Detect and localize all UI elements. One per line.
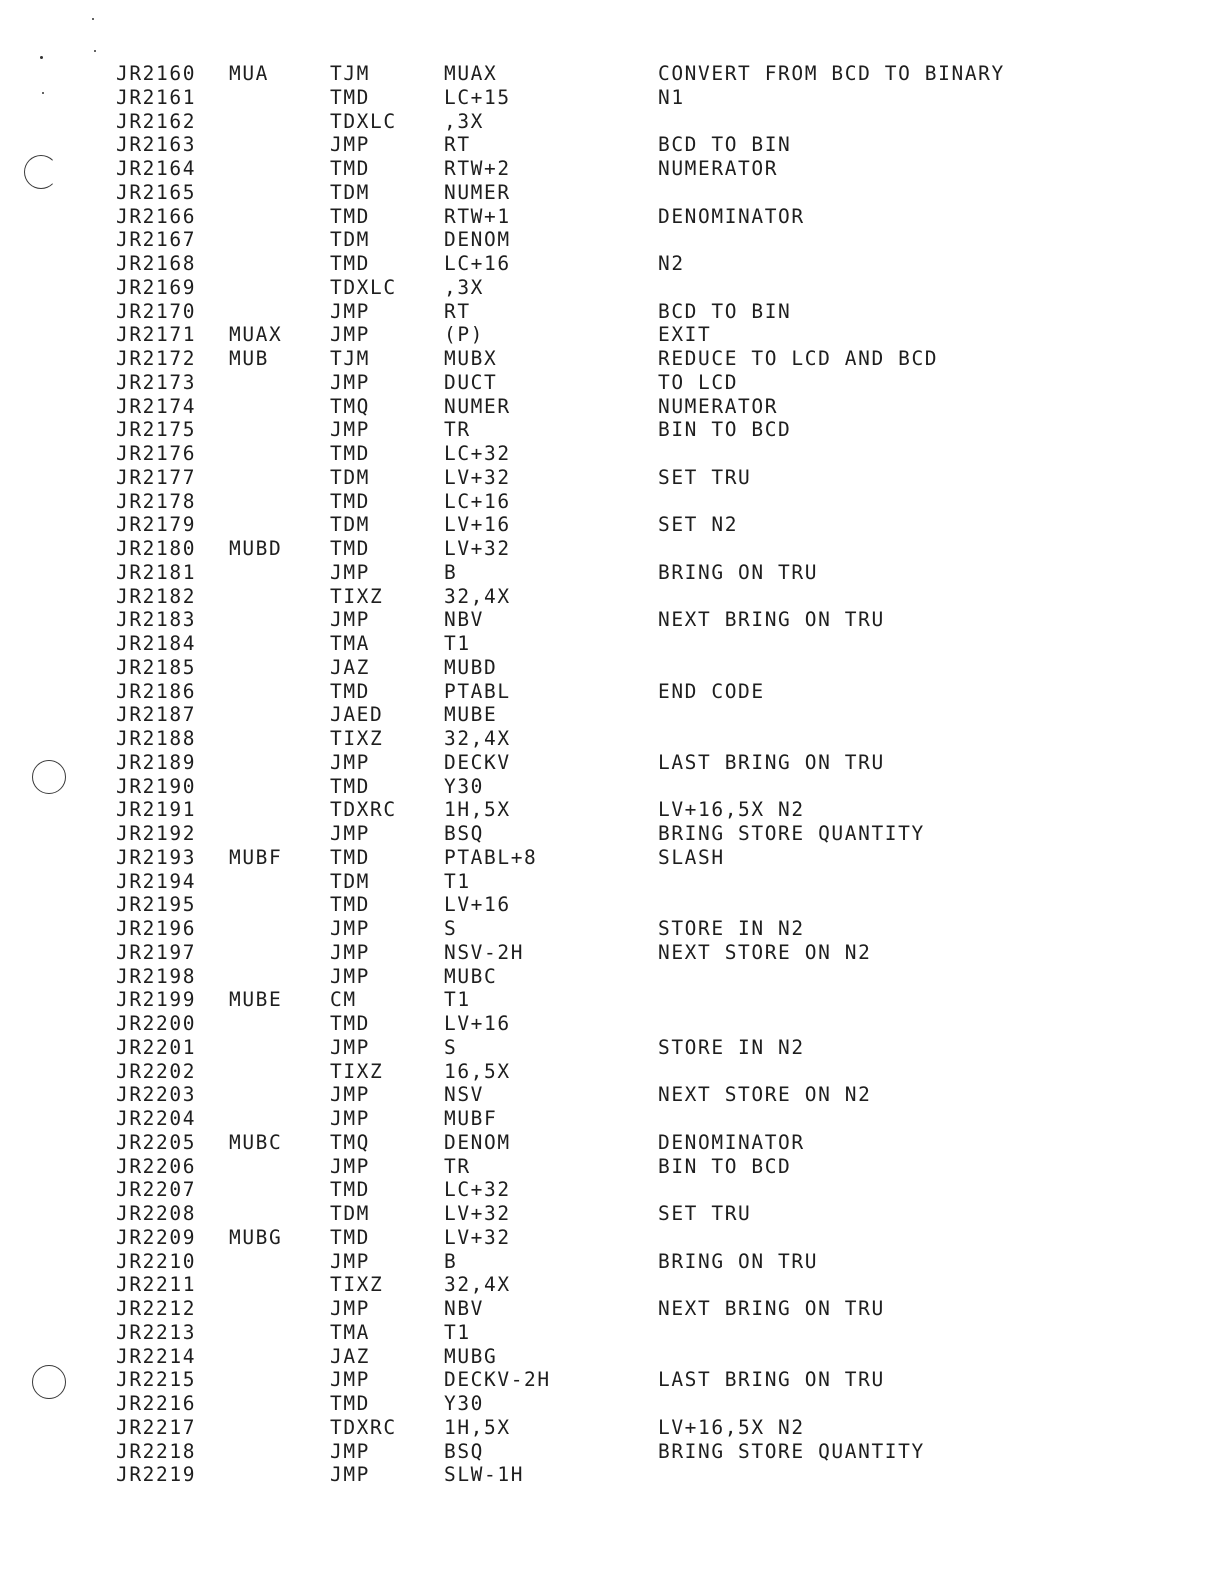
listing-line (0, 1083, 1224, 1107)
listing-line (0, 466, 1224, 490)
line-sequence-number: JR2161 (116, 85, 197, 109)
listing-line (0, 561, 1224, 585)
line-sequence-number: JR2186 (116, 679, 197, 703)
line-sequence-number: JR2178 (116, 489, 197, 513)
line-opcode: TIXZ (330, 727, 384, 750)
line-operand: LC+16 (444, 252, 511, 275)
line-opcode: TMD (330, 845, 371, 869)
line-operand: B (444, 560, 458, 584)
listing-line (0, 656, 1224, 680)
line-opcode: TMQ (330, 1130, 371, 1154)
listing-line (0, 585, 1224, 609)
line-operand: MUBC (444, 964, 498, 988)
line-opcode: CM (330, 988, 357, 1012)
line-sequence-number: JR2211 (116, 1273, 197, 1297)
line-operand: LV+16 (444, 893, 511, 917)
listing-line (0, 941, 1224, 965)
listing-line (0, 965, 1224, 989)
line-opcode: TDM (330, 465, 371, 489)
line-comment: LV+16,5X N2 (658, 1415, 805, 1439)
line-sequence-number: JR2160 (116, 62, 197, 85)
line-sequence-number: JR2184 (116, 632, 197, 655)
listing-line (0, 1036, 1224, 1060)
line-label: MUBD (229, 537, 283, 560)
line-operand: MUBX (444, 347, 498, 370)
line-comment: BRING STORE QUANTITY (658, 822, 925, 845)
line-operand: RT (444, 299, 471, 323)
line-sequence-number: JR2212 (116, 1297, 197, 1320)
line-opcode: JMP (330, 299, 371, 323)
line-opcode: JMP (330, 1297, 371, 1320)
line-opcode: JMP (330, 940, 371, 964)
line-operand: NBV (444, 608, 485, 632)
line-operand: (P) (444, 323, 485, 347)
listing-line (0, 205, 1224, 229)
line-operand: DECKV (444, 750, 511, 774)
listing-line (0, 917, 1224, 941)
line-sequence-number: JR2190 (116, 774, 197, 798)
listing-line (0, 798, 1224, 822)
listing-line (0, 300, 1224, 324)
line-opcode: TDM (330, 1202, 371, 1225)
listing-line (0, 1463, 1224, 1487)
listing-line (0, 323, 1224, 347)
line-comment: N1 (658, 85, 685, 109)
line-label: MUB (229, 347, 270, 370)
listing-line (0, 110, 1224, 134)
line-operand: TR (444, 1154, 471, 1178)
line-opcode: TDM (330, 180, 371, 204)
line-sequence-number: JR2198 (116, 964, 197, 988)
listing-line (0, 1226, 1224, 1250)
line-comment: N2 (658, 252, 685, 275)
line-opcode: JMP (330, 323, 371, 347)
line-operand: B (444, 1249, 458, 1273)
line-operand: DUCT (444, 370, 498, 394)
line-opcode: JAZ (330, 655, 371, 679)
line-sequence-number: JR2197 (116, 940, 197, 964)
line-operand: DENOM (444, 228, 511, 252)
listing-line (0, 1392, 1224, 1416)
line-sequence-number: JR2209 (116, 1225, 197, 1249)
line-sequence-number: JR2168 (116, 252, 197, 275)
listing-line (0, 775, 1224, 799)
line-operand: LV+32 (444, 537, 511, 560)
line-opcode: JMP (330, 133, 371, 157)
line-sequence-number: JR2166 (116, 204, 197, 228)
line-operand: LV+16 (444, 513, 511, 537)
listing-line (0, 822, 1224, 846)
line-comment: EXIT (658, 323, 712, 347)
line-sequence-number: JR2162 (116, 109, 197, 133)
line-comment: LV+16,5X N2 (658, 798, 805, 822)
line-opcode: TMD (330, 157, 371, 180)
line-sequence-number: JR2180 (116, 537, 197, 560)
line-operand: T1 (444, 632, 471, 655)
line-comment: SET TRU (658, 465, 752, 489)
line-operand: S (444, 1035, 458, 1059)
line-operand: MUBE (444, 703, 498, 727)
line-operand: T1 (444, 1320, 471, 1344)
listing-line (0, 1416, 1224, 1440)
line-opcode: TMA (330, 632, 371, 655)
line-operand: RT (444, 133, 471, 157)
assembly-listing (0, 62, 1224, 1487)
line-comment: REDUCE TO LCD AND BCD (658, 347, 939, 370)
line-comment: BIN TO BCD (658, 418, 792, 442)
line-opcode: JMP (330, 1083, 371, 1107)
line-sequence-number: JR2210 (116, 1249, 197, 1273)
line-operand: MUBG (444, 1344, 498, 1368)
line-comment: SET TRU (658, 1202, 752, 1225)
line-sequence-number: JR2175 (116, 418, 197, 442)
line-comment: DENOMINATOR (658, 204, 805, 228)
listing-line (0, 1060, 1224, 1084)
line-comment: BRING ON TRU (658, 1249, 819, 1273)
line-opcode: JMP (330, 1368, 371, 1392)
listing-line (0, 1273, 1224, 1297)
line-operand: 32,4X (444, 727, 511, 750)
line-sequence-number: JR2218 (116, 1439, 197, 1463)
line-operand: MUBF (444, 1107, 498, 1130)
line-opcode: TIXZ (330, 584, 384, 608)
line-operand: DECKV-2H (444, 1368, 551, 1392)
line-sequence-number: JR2181 (116, 560, 197, 584)
listing-line (0, 371, 1224, 395)
line-sequence-number: JR2207 (116, 1178, 197, 1202)
line-opcode: TMD (330, 204, 371, 228)
listing-line (0, 86, 1224, 110)
line-comment: LAST BRING ON TRU (658, 1368, 885, 1392)
line-sequence-number: JR2208 (116, 1202, 197, 1225)
line-operand: 1H,5X (444, 798, 511, 822)
line-operand: SLW-1H (444, 1463, 525, 1487)
listing-line (0, 1250, 1224, 1274)
line-opcode: JMP (330, 1249, 371, 1273)
line-operand: DENOM (444, 1130, 511, 1154)
listing-line (0, 276, 1224, 300)
line-sequence-number: JR2215 (116, 1368, 197, 1392)
line-operand: T1 (444, 988, 471, 1012)
line-sequence-number: JR2206 (116, 1154, 197, 1178)
line-operand: 16,5X (444, 1059, 511, 1083)
line-opcode: TMD (330, 85, 371, 109)
line-opcode: JMP (330, 1154, 371, 1178)
line-comment: BRING STORE QUANTITY (658, 1439, 925, 1463)
line-sequence-number: JR2169 (116, 275, 197, 299)
line-sequence-number: JR2204 (116, 1107, 197, 1130)
line-label: MUBF (229, 845, 283, 869)
listing-line (0, 442, 1224, 466)
listing-line (0, 893, 1224, 917)
line-opcode: TMD (330, 774, 371, 798)
line-operand: LC+32 (444, 442, 511, 465)
line-sequence-number: JR2165 (116, 180, 197, 204)
line-opcode: TJM (330, 347, 371, 370)
listing-line (0, 1178, 1224, 1202)
line-comment: CONVERT FROM BCD TO BINARY (658, 62, 1005, 85)
listing-line (0, 490, 1224, 514)
listing-line (0, 727, 1224, 751)
listing-line (0, 418, 1224, 442)
listing-line (0, 1345, 1224, 1369)
listing-line (0, 347, 1224, 371)
line-opcode: JMP (330, 964, 371, 988)
line-sequence-number: JR2188 (116, 727, 197, 750)
line-opcode: TDXLC (330, 109, 397, 133)
line-sequence-number: JR2167 (116, 228, 197, 252)
line-operand: ,3X (444, 109, 485, 133)
line-sequence-number: JR2194 (116, 869, 197, 893)
line-opcode: JMP (330, 822, 371, 845)
listing-line (0, 608, 1224, 632)
line-label: MUA (229, 62, 270, 85)
line-opcode: JMP (330, 917, 371, 940)
line-opcode: TDXLC (330, 275, 397, 299)
line-opcode: JAZ (330, 1344, 371, 1368)
line-opcode: TMD (330, 1225, 371, 1249)
line-opcode: JMP (330, 608, 371, 632)
line-opcode: TMD (330, 893, 371, 917)
line-sequence-number: JR2174 (116, 394, 197, 418)
line-operand: LC+16 (444, 489, 511, 513)
line-opcode: TMD (330, 1178, 371, 1202)
listing-line (0, 395, 1224, 419)
line-sequence-number: JR2185 (116, 655, 197, 679)
line-sequence-number: JR2196 (116, 917, 197, 940)
scan-speck (40, 56, 43, 59)
line-sequence-number: JR2216 (116, 1392, 197, 1415)
line-sequence-number: JR2217 (116, 1415, 197, 1439)
line-opcode: TDM (330, 228, 371, 252)
line-label: MUBC (229, 1130, 283, 1154)
line-operand: LC+15 (444, 85, 511, 109)
line-opcode: TMQ (330, 394, 371, 418)
line-sequence-number: JR2192 (116, 822, 197, 845)
line-opcode: TDM (330, 513, 371, 537)
line-comment: BIN TO BCD (658, 1154, 792, 1178)
listing-line (0, 1107, 1224, 1131)
line-sequence-number: JR2200 (116, 1012, 197, 1035)
line-comment: BCD TO BIN (658, 299, 792, 323)
line-opcode: JMP (330, 560, 371, 584)
line-comment: BCD TO BIN (658, 133, 792, 157)
line-opcode: JMP (330, 1439, 371, 1463)
listing-line (0, 1012, 1224, 1036)
line-operand: TR (444, 418, 471, 442)
line-operand: BSQ (444, 822, 485, 845)
line-operand: NSV (444, 1083, 485, 1107)
line-operand: Y30 (444, 774, 485, 798)
line-operand: BSQ (444, 1439, 485, 1463)
line-operand: RTW+1 (444, 204, 511, 228)
listing-line (0, 1202, 1224, 1226)
line-sequence-number: JR2201 (116, 1035, 197, 1059)
line-opcode: JMP (330, 750, 371, 774)
line-operand: 32,4X (444, 1273, 511, 1297)
line-opcode: TIXZ (330, 1059, 384, 1083)
line-opcode: TMD (330, 1012, 371, 1035)
line-opcode: TMD (330, 489, 371, 513)
line-operand: Y30 (444, 1392, 485, 1415)
listing-line (0, 703, 1224, 727)
scan-speck (94, 50, 96, 52)
line-opcode: JAED (330, 703, 384, 727)
line-operand: NSV-2H (444, 940, 525, 964)
line-sequence-number: JR2195 (116, 893, 197, 917)
line-comment: NUMERATOR (658, 394, 779, 418)
line-sequence-number: JR2202 (116, 1059, 197, 1083)
line-operand: 32,4X (444, 584, 511, 608)
line-comment: STORE IN N2 (658, 917, 805, 940)
line-label: MUBG (229, 1225, 283, 1249)
line-operand: 1H,5X (444, 1415, 511, 1439)
listing-line (0, 680, 1224, 704)
line-sequence-number: JR2193 (116, 845, 197, 869)
line-operand: S (444, 917, 458, 940)
line-operand: MUAX (444, 62, 498, 85)
line-sequence-number: JR2214 (116, 1344, 197, 1368)
listing-line (0, 62, 1224, 86)
line-comment: NEXT STORE ON N2 (658, 940, 872, 964)
line-sequence-number: JR2189 (116, 750, 197, 774)
line-opcode: TMD (330, 537, 371, 560)
line-opcode: TJM (330, 62, 371, 85)
listing-line (0, 751, 1224, 775)
line-comment: SLASH (658, 845, 725, 869)
line-opcode: JMP (330, 1107, 371, 1130)
line-sequence-number: JR2191 (116, 798, 197, 822)
line-operand: LV+32 (444, 1225, 511, 1249)
listing-line (0, 181, 1224, 205)
listing-line (0, 228, 1224, 252)
line-operand: LV+32 (444, 465, 511, 489)
listing-line (0, 1297, 1224, 1321)
line-opcode: TMD (330, 442, 371, 465)
listing-line (0, 1131, 1224, 1155)
listing-line (0, 133, 1224, 157)
line-sequence-number: JR2203 (116, 1083, 197, 1107)
line-opcode: TMD (330, 1392, 371, 1415)
line-sequence-number: JR2171 (116, 323, 197, 347)
line-sequence-number: JR2219 (116, 1463, 197, 1487)
line-sequence-number: JR2213 (116, 1320, 197, 1344)
line-sequence-number: JR2176 (116, 442, 197, 465)
line-operand: LV+32 (444, 1202, 511, 1225)
listing-line (0, 1155, 1224, 1179)
listing-line (0, 537, 1224, 561)
line-operand: PTABL (444, 679, 511, 703)
listing-line (0, 1368, 1224, 1392)
line-operand: LC+32 (444, 1178, 511, 1202)
line-opcode: TMA (330, 1320, 371, 1344)
line-comment: SET N2 (658, 513, 739, 537)
line-opcode: TIXZ (330, 1273, 384, 1297)
line-label: MUBE (229, 988, 283, 1012)
line-sequence-number: JR2182 (116, 584, 197, 608)
line-opcode: JMP (330, 370, 371, 394)
line-operand: ,3X (444, 275, 485, 299)
listing-line (0, 252, 1224, 276)
line-comment: STORE IN N2 (658, 1035, 805, 1059)
line-sequence-number: JR2187 (116, 703, 197, 727)
line-comment: TO LCD (658, 370, 739, 394)
scan-speck (92, 18, 94, 20)
listing-line (0, 632, 1224, 656)
line-opcode: TMD (330, 679, 371, 703)
line-sequence-number: JR2205 (116, 1130, 197, 1154)
line-comment: NEXT STORE ON N2 (658, 1083, 872, 1107)
line-sequence-number: JR2179 (116, 513, 197, 537)
line-operand: RTW+2 (444, 157, 511, 180)
line-comment: BRING ON TRU (658, 560, 819, 584)
line-opcode: TMD (330, 252, 371, 275)
listing-line (0, 870, 1224, 894)
listing-line (0, 846, 1224, 870)
line-opcode: JMP (330, 1463, 371, 1487)
line-comment: DENOMINATOR (658, 1130, 805, 1154)
line-sequence-number: JR2177 (116, 465, 197, 489)
line-sequence-number: JR2173 (116, 370, 197, 394)
listing-line (0, 988, 1224, 1012)
line-comment: NUMERATOR (658, 157, 779, 180)
line-operand: NBV (444, 1297, 485, 1320)
line-operand: PTABL+8 (444, 845, 538, 869)
line-opcode: TDXRC (330, 1415, 397, 1439)
line-operand: NUMER (444, 394, 511, 418)
line-operand: MUBD (444, 655, 498, 679)
line-comment: NEXT BRING ON TRU (658, 608, 885, 632)
line-operand: LV+16 (444, 1012, 511, 1035)
line-opcode: JMP (330, 1035, 371, 1059)
line-opcode: TDM (330, 869, 371, 893)
line-sequence-number: JR2183 (116, 608, 197, 632)
line-comment: NEXT BRING ON TRU (658, 1297, 885, 1320)
line-opcode: TDXRC (330, 798, 397, 822)
line-opcode: JMP (330, 418, 371, 442)
listing-line (0, 1321, 1224, 1345)
line-sequence-number: JR2172 (116, 347, 197, 370)
listing-line (0, 1440, 1224, 1464)
line-label: MUAX (229, 323, 283, 347)
listing-line (0, 513, 1224, 537)
line-comment: END CODE (658, 679, 765, 703)
line-sequence-number: JR2170 (116, 299, 197, 323)
line-sequence-number: JR2199 (116, 988, 197, 1012)
listing-line (0, 157, 1224, 181)
line-comment: LAST BRING ON TRU (658, 750, 885, 774)
line-operand: NUMER (444, 180, 511, 204)
line-sequence-number: JR2163 (116, 133, 197, 157)
line-operand: T1 (444, 869, 471, 893)
line-sequence-number: JR2164 (116, 157, 197, 180)
